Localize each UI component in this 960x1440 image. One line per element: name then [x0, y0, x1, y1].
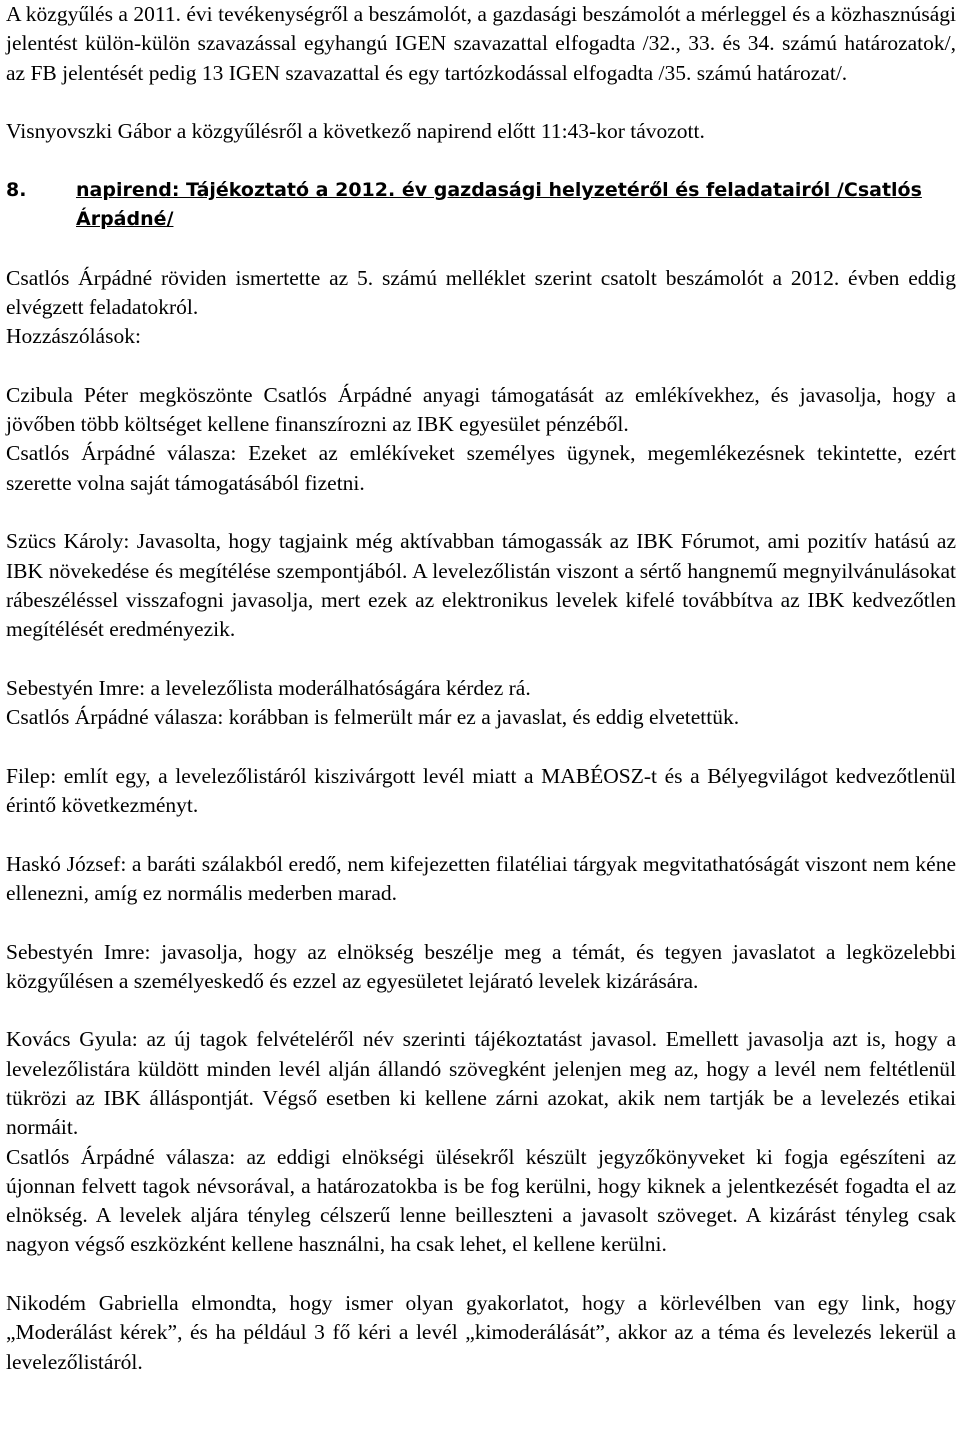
spacer — [6, 1260, 956, 1289]
paragraph-czibula: Czibula Péter megköszönte Csatlós Árpádné anyagi támogatását az emlékívekhez, és javasolja, hogy a jövőben több költséget kellene finanszírozni az IBK egyesület pénzéből. — [6, 382, 956, 437]
spacer — [6, 645, 956, 674]
paragraph-comments-heading: Hozzászólások: — [6, 324, 141, 349]
spacer — [6, 498, 956, 527]
spacer — [6, 88, 956, 117]
agenda-heading-continued — [6, 205, 956, 234]
spacer — [6, 352, 956, 381]
paragraph-csatlos-reply-2: Csatlós Árpádné válasza: korábban is felmerült már ez a javaslat, és eddig elvetettük. — [6, 705, 740, 730]
paragraph-filep: Filep: említ egy, a levelezőlistáról kiszivárgott levél miatt a MABÉOSZ-t és a Bélyegvilágot kedvezőtlenül érintő következményt. — [6, 763, 956, 818]
paragraph-szucs: Szücs Károly: Javasolta, hogy tagjaink még aktívabban támogassák az IBK Fórumot, ami pozitív hatású az IBK növekedése és megítélése szempontjából. A levelezőlistán viszont a sértő hangnemű megnyilvánulásokat rábeszéléssel visszafogni javasolja, mert ezek az elektronikus levelek kifelé továbbítva az IBK kedvezőtlen megítélését eredményezik. — [6, 529, 956, 642]
spacer — [6, 820, 956, 849]
paragraph-hasko: Haskó József: a baráti szálakból eredő, nem kifejezetten filatéliai tárgyak megvitathatóságát viszont nem kéne ellenezni, amíg ez normális mederben marad. — [6, 851, 956, 905]
agenda-title-line-2: Árpádné/ — [76, 208, 174, 231]
paragraph-kovacs: Kovács Gyula: az új tagok felvételéről név szerinti tájékoztatást javasol. Emellett javasolja azt is, hogy a levelezőlistára küldött minden levél alján állandó szövegként jelenjen meg az, hogy a levél nem feltétlenül tükrözi az IBK álláspontját. Végső esetben ki kellene zárni azokat, akik nem tartják be a levelezés etikai normáit. — [6, 1027, 956, 1140]
paragraph-report: Csatlós Árpádné röviden ismertette az 5. számú melléklet szerint csatolt beszámolót a 2012. évben eddig elvégzett feladatokról. — [6, 265, 956, 319]
spacer — [6, 234, 956, 263]
paragraph-nikodem: Nikodém Gabriella elmondta, hogy ismer olyan gyakorlatot, hogy a körlevélben van egy link, hogy „Moderálást kérek”, és ha például 3 fő kéri a levél „kimoderálását”, akkor az a téma és levelezés lekerül a levelezőlistáról. — [6, 1291, 956, 1374]
agenda-heading — [6, 176, 956, 205]
spacer — [6, 732, 956, 761]
paragraph-csatlos-reply-1: Csatlós Árpádné válasza: Ezeket az emlékíveket személyes ügynek, megemlékezésnek tekintette, ezért szerette volna saját támogatásából fizetni. — [6, 441, 956, 495]
spacer — [6, 908, 956, 937]
spacer — [6, 146, 956, 175]
spacer — [6, 996, 956, 1025]
document-page — [6, 0, 956, 1377]
agenda-number: 8. — [6, 178, 27, 201]
agenda-title-line-1: napirend: Tájékoztató a 2012. év gazdasági helyzetéről és feladatairól /Csatlós — [76, 178, 922, 201]
paragraph-sebestyen-2: Sebestyén Imre: javasolja, hogy az elnökség beszélje meg a témát, és tegyen javaslatot a legközelebbi közgyűlésen a személyeskedő és ezzel az egyesületet lejárató levelek kizárására. — [6, 939, 956, 993]
paragraph-departure: Visnyovszki Gábor a közgyűlésről a következő napirend előtt 11:43-kor távozott. — [6, 119, 705, 144]
paragraph-sebestyen-1: Sebestyén Imre: a levelezőlista moderálhatóságára kérdez rá. — [6, 675, 531, 700]
paragraph-csatlos-reply-3: Csatlós Árpádné válasza: az eddigi elnökségi ülésekről készült jegyzőkönyveket ki fogja egészíteni az újonnan felvett tagok névsorával, a határozatokba is be fog kerülni, hogy kiknek a jelentkezését fogadta el az elnökség. A levelek aljára tényleg célszerű lenne beillesztenі a javasolt szöveget. A kizárást tényleg csak nagyon végső eszközként kellene használni, ha csak lehet, el kellene kerülni. — [6, 1144, 956, 1257]
paragraph-resolutions: A közgyűlés a 2011. évi tevékenységről a beszámolót, a gazdasági beszámolót a mérleggel és a közhasznúsági jelentést külön-külön szavazással egyhangú IGEN szavazattal elfogadta /32., 33. és 34. számú határozatok/, az FB jelentését pedig 13 IGEN szavazattal és egy tartózkodással elfogadta /35. számú határozat/. — [6, 2, 956, 85]
